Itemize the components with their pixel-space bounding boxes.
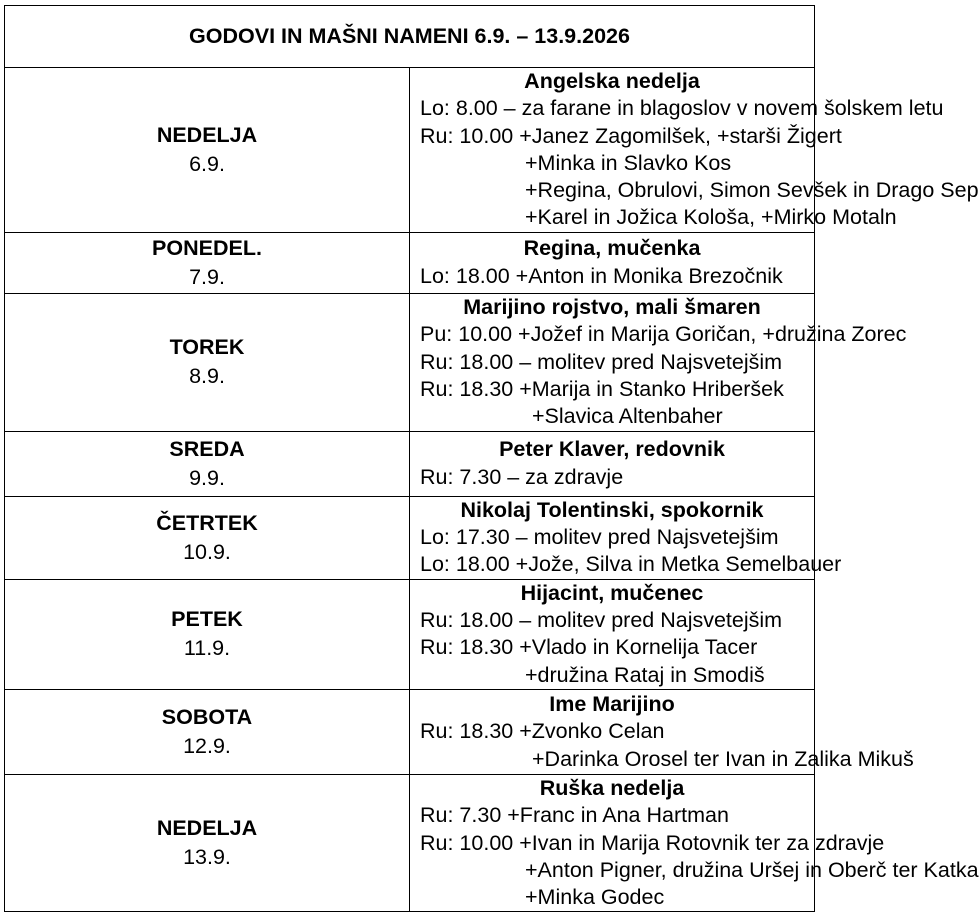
day-cell [5, 431, 410, 496]
mass-entry: +Slavica Altenbaher [532, 404, 723, 429]
content-cell [410, 689, 914, 774]
mass-entry: Lo: 8.00 – za farane in blagoslov v novem šolskem letu [420, 96, 944, 121]
mass-entry: Ru: 18.00 – molitev pred Najsvetejšim [420, 608, 783, 633]
day-date: 6.9. [189, 151, 225, 176]
day-row [5, 431, 815, 496]
day-row [5, 689, 815, 774]
saint-name: Ime Marijino [549, 692, 675, 717]
saint-name: Marijino rojstvo, mali šmaren [463, 295, 761, 320]
day-cell [5, 496, 410, 579]
mass-entry: Pu: 10.00 +Jožef in Marija Goričan, +družina Zorec [420, 322, 907, 347]
day-row [5, 496, 815, 579]
day-name: PETEK [171, 607, 243, 632]
day-cell [5, 689, 410, 774]
mass-entry: +Darinka Orosel ter Ivan in Zalika Mikuš [532, 746, 914, 771]
schedule-table [4, 5, 979, 912]
saint-name: Regina, mučenka [523, 236, 701, 261]
title-row [5, 6, 815, 68]
day-row [5, 774, 815, 911]
day-name: NEDELJA [156, 122, 258, 147]
day-name: ČETRTEK [156, 510, 258, 535]
content-cell [410, 431, 815, 496]
day-date: 12.9. [183, 733, 231, 758]
mass-entry: +Minka in Slavko Kos [525, 150, 732, 175]
content-cell [410, 232, 815, 293]
day-row [5, 293, 815, 431]
day-row [5, 68, 815, 233]
day-row [5, 232, 815, 293]
mass-entry: +Regina, Obrulovi, Simon Sevšek in Drago Sep [525, 178, 979, 203]
day-date: 9.9. [189, 465, 225, 490]
content-cell [410, 774, 979, 911]
mass-entry: Lo: 17.30 – molitev pred Najsvetejšim [420, 525, 779, 550]
mass-entry: Lo: 18.00 +Jože, Silva in Metka Semelbauer [420, 552, 842, 577]
day-cell [5, 232, 410, 293]
mass-entry: Ru: 18.00 – molitev pred Najsvetejšim [420, 349, 783, 374]
day-date: 8.9. [189, 364, 225, 389]
day-name: TOREK [169, 335, 245, 360]
day-cell [5, 293, 410, 431]
day-row [5, 579, 815, 689]
saint-name: Ruška nedelja [539, 775, 685, 800]
content-cell [410, 496, 842, 579]
day-date: 10.9. [183, 539, 231, 564]
day-cell [5, 579, 410, 689]
content-cell [410, 293, 907, 431]
day-date: 13.9. [183, 845, 231, 870]
mass-entry: Ru: 18.30 +Vlado in Kornelija Tacer [420, 635, 758, 660]
day-cell [5, 68, 410, 233]
saint-name: Peter Klaver, redovnik [499, 437, 725, 462]
saint-name: Nikolaj Tolentinski, spokornik [460, 497, 764, 522]
day-date: 7.9. [189, 264, 225, 289]
day-name: SOBOTA [161, 704, 253, 729]
saint-name: Angelska nedelja [524, 69, 700, 93]
content-cell [410, 579, 815, 689]
mass-entry: Ru: 10.00 +Ivan in Marija Rotovnik ter za zdravje [420, 830, 885, 855]
mass-entry: Ru: 18.30 +Zvonko Celan [420, 719, 665, 744]
saint-name: Hijacint, mučenec [520, 580, 704, 605]
mass-entry: Ru: 7.30 – za zdravje [420, 464, 624, 489]
mass-entry: +Karel in Jožica Kološa, +Mirko Motaln [525, 205, 897, 230]
mass-entry: Ru: 10.00 +Janez Zagomilšek, +starši Žigert [420, 123, 842, 148]
mass-entry: Lo: 18.00 +Anton in Monika Brezočnik [420, 263, 783, 288]
day-date: 11.9. [183, 636, 231, 661]
content-cell [410, 68, 979, 233]
day-name: NEDELJA [156, 816, 258, 841]
mass-entry: +Anton Pigner, družina Uršej in Oberč ter Katka [525, 857, 979, 882]
page-title: GODOVI IN MAŠNI NAMENI 6.9. – 13.9.2026 [5, 6, 815, 68]
mass-entry: Ru: 7.30 +Franc in Ana Hartman [420, 803, 729, 828]
mass-entry: Ru: 18.30 +Marija in Stanko Hriberšek [420, 376, 784, 401]
day-name: PONEDEL. [152, 235, 262, 260]
mass-entry: +Minka Godec [525, 885, 665, 910]
mass-entry: +družina Rataj in Smodiš [525, 662, 765, 687]
day-name: SREDA [169, 436, 245, 461]
day-cell [5, 774, 410, 911]
